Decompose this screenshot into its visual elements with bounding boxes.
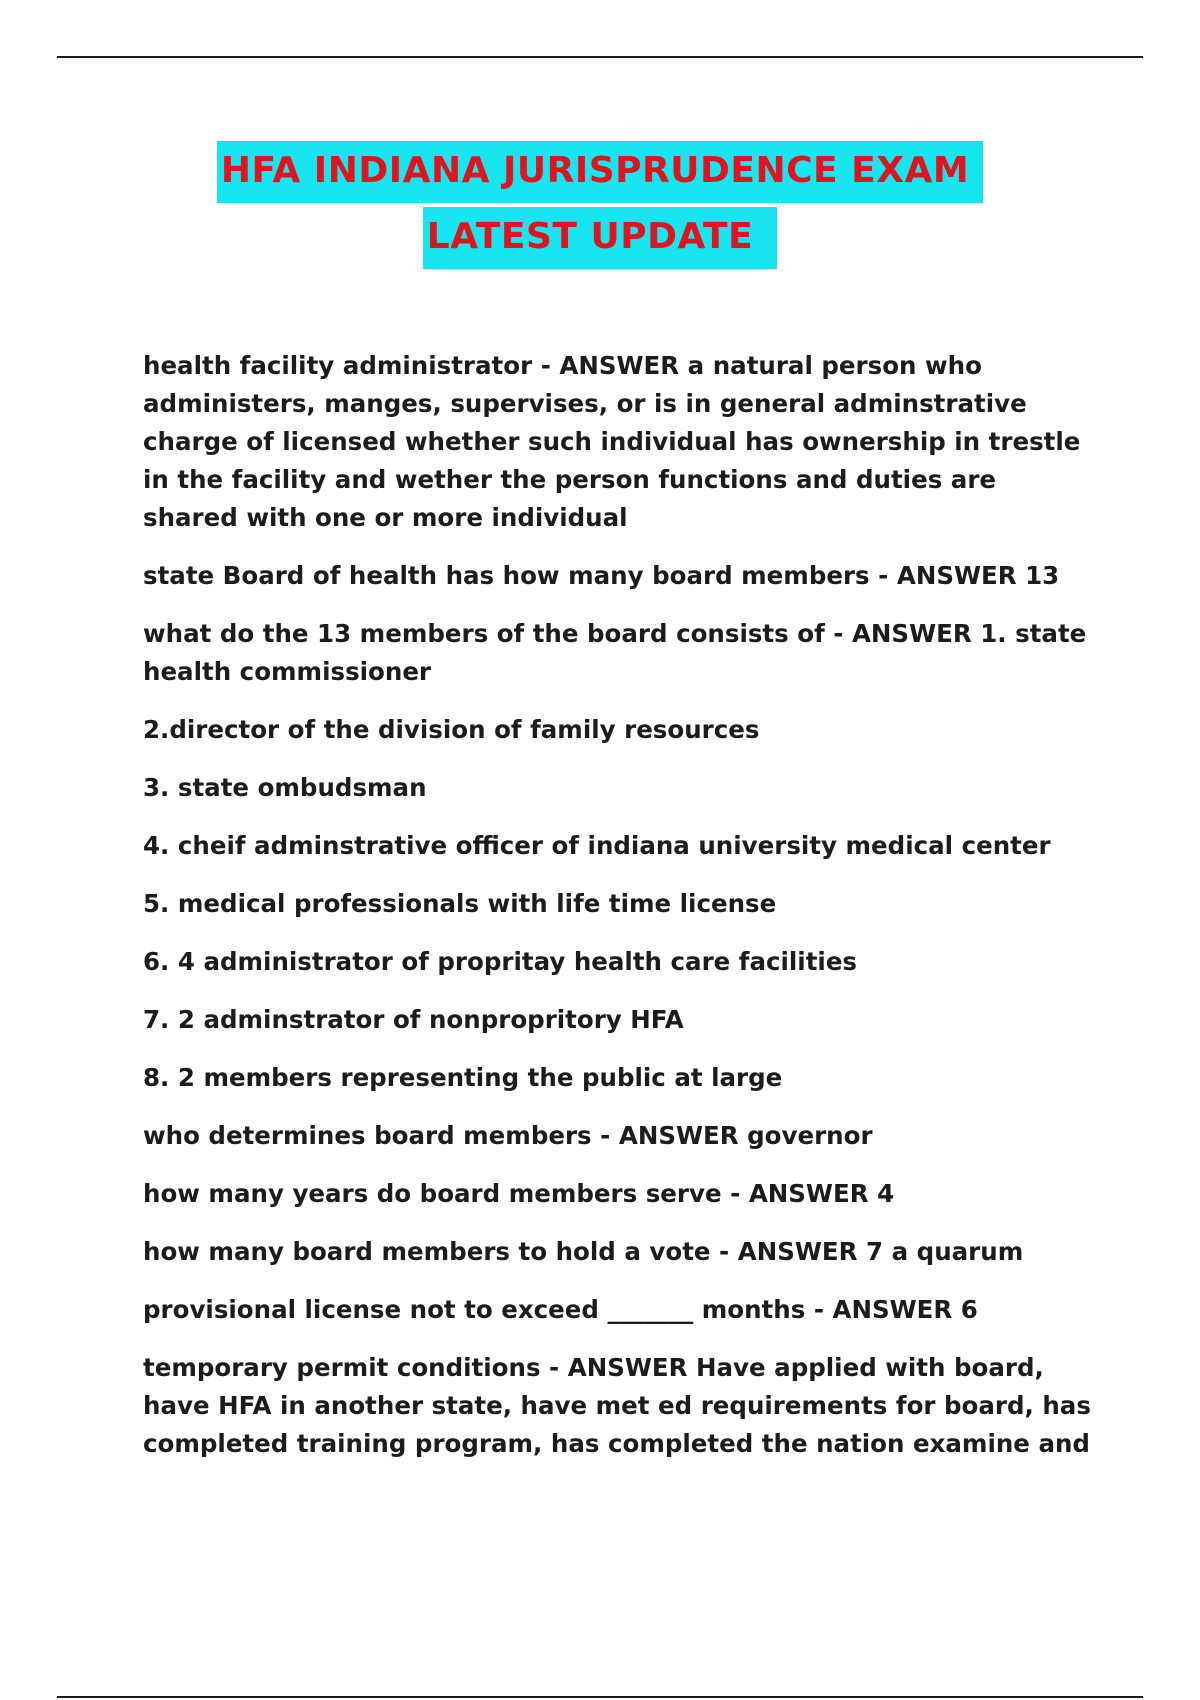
qa-paragraph: who determines board members - ANSWER governor — [143, 1121, 873, 1150]
header-rule — [57, 56, 1143, 58]
footer-rule — [57, 1696, 1143, 1698]
title-line-2: LATEST UPDATE — [423, 207, 777, 269]
qa-paragraph: how many board members to hold a vote - ANSWER 7 a quarum — [143, 1237, 1024, 1266]
qa-content — [143, 347, 1093, 1483]
document-title — [0, 141, 1200, 269]
qa-paragraph: 7. 2 adminstrator of nonpropritory HFA — [143, 1005, 684, 1034]
qa-paragraph: what do the 13 members of the board consists of - ANSWER 1. state health commissioner — [143, 619, 1087, 686]
qa-paragraph: temporary permit conditions - ANSWER Have applied with board, have HFA in another state, have met ed requirements for board, has completed training program, has completed the nation examine and — [143, 1353, 1091, 1458]
qa-paragraph: 2.director of the division of family resources — [143, 715, 760, 744]
qa-paragraph: 3. state ombudsman — [143, 773, 427, 802]
qa-paragraph: how many years do board members serve - ANSWER 4 — [143, 1179, 895, 1208]
title-line-1: HFA INDIANA JURISPRUDENCE EXAM — [217, 141, 983, 203]
qa-paragraph: 6. 4 administrator of propritay health care facilities — [143, 947, 858, 976]
qa-paragraph: health facility administrator - ANSWER a natural person who administers, manges, supervises, or is in general adminstrative charge of licensed whether such individual has ownership in trestle in the facility and wether the person functions and duties are shared with one or more individual — [143, 351, 1081, 532]
qa-paragraph: state Board of health has how many board members - ANSWER 13 — [143, 561, 1060, 590]
qa-paragraph: 8. 2 members representing the public at large — [143, 1063, 783, 1092]
qa-paragraph: provisional license not to exceed _______ months - ANSWER 6 — [143, 1295, 978, 1324]
qa-paragraph: 4. cheif adminstrative officer of indiana university medical center — [143, 831, 1051, 860]
qa-paragraph: 5. medical professionals with life time license — [143, 889, 777, 918]
